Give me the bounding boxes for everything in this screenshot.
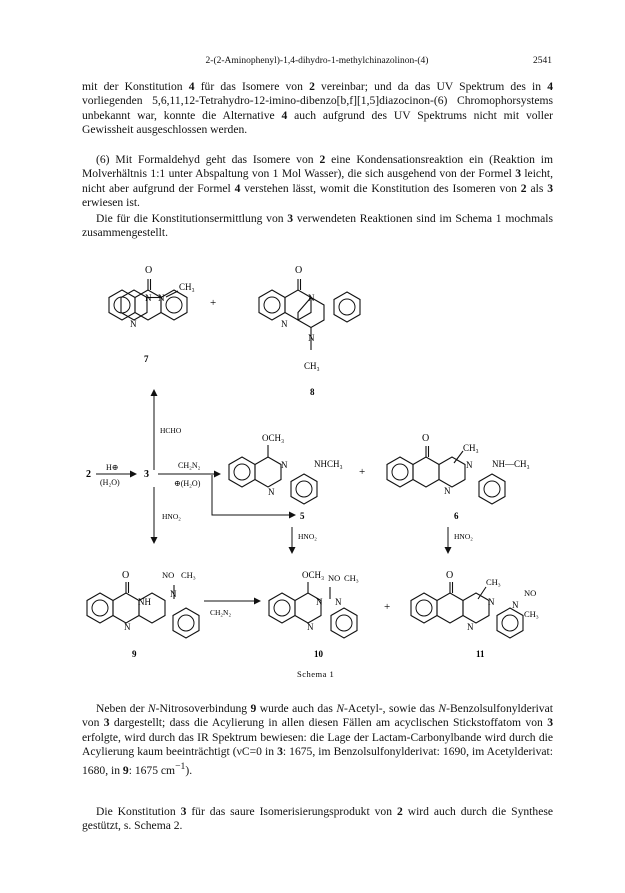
- atom-label: NHCH₃: [314, 459, 343, 469]
- running-header: [82, 56, 552, 70]
- atom-label: CH₃: [304, 361, 320, 371]
- compound-label: 6: [454, 511, 459, 521]
- atom-label: NO: [328, 573, 341, 583]
- compound-11: [411, 570, 539, 659]
- atom-label: CH₃: [524, 609, 539, 619]
- atom-label: NH—CH₃: [492, 459, 530, 469]
- compound-5: [229, 433, 365, 553]
- reagent-label: CH₂N₂: [178, 461, 201, 470]
- atom-label: O: [295, 265, 303, 276]
- compound-label: 5: [300, 511, 305, 521]
- reagent-label: ⊕(H₂O): [174, 479, 201, 488]
- reagent-hcho: HCHO: [160, 426, 182, 435]
- atom-label: O: [145, 265, 153, 276]
- compound-label: 11: [476, 649, 485, 659]
- paragraph-4: Neben der N-Nitrosoverbindung 9 wurde auch das N-Acetyl-, sowie das N-Benzolsulfonylderivat von 3 dargestellt; dass die Acylierung in allen diesen Fällen am acyclischen Stickstoffatom von 3 erfolgte, wird durch das IR Spektrum bewiesen: die Lage der Lactam-Carbonylbande wird durch die Acylierung kaum beeinträchtigt (νC=0 in 3: 1675, im Benzolsulfonylderivat: 1690, im Acetylderivat: 1680, in 9: 1675 $cm^{-1}$).: [82, 702, 553, 777]
- atom-label: N: [170, 589, 177, 599]
- atom-label: N: [158, 293, 165, 303]
- reagent-label: HNO₂: [454, 532, 473, 541]
- running-title: 2-(2-Aminophenyl)-1,4-dihydro-1-methylchinazolinon-(4): [205, 56, 429, 66]
- compound-label: 8: [310, 387, 315, 397]
- compound-6: [387, 433, 530, 553]
- atom-label: NO: [524, 588, 537, 598]
- atom-label: N: [467, 622, 474, 632]
- compound-10: [269, 570, 390, 659]
- atom-label: CH₃: [463, 443, 479, 453]
- paragraph-1: mit der Konstitution 4 für das Isomere von 2 vereinbar; und da das UV Spektrum des in 4 vorliegenden 5,6,11,12-Tetrahydro-12-imino-dibenzo[b,f][1,5]diazocinon-(6) Chromophorsystems unbekannt war, konnte die Alternative 4 auch aufgrund des UV Spektrums nicht mit voller Gewissheit ausgeschlossen werden.: [82, 80, 553, 137]
- atom-label: NO: [162, 570, 175, 580]
- atom-label: N: [268, 487, 275, 497]
- page-number: 2541: [533, 56, 552, 66]
- compound-8: [259, 265, 360, 397]
- atom-label: O: [422, 433, 430, 444]
- atom-label: N: [512, 600, 519, 610]
- plus-sign: +: [210, 297, 217, 309]
- atom-label: N: [145, 293, 152, 303]
- reagent-label: CH₂N₂: [210, 608, 232, 617]
- compound-label: 10: [314, 649, 323, 659]
- atom-label: N: [307, 622, 314, 632]
- atom-label: N: [335, 597, 342, 607]
- atom-label: O: [122, 570, 130, 581]
- compound-7: [109, 265, 216, 364]
- atom-label: O: [446, 570, 454, 581]
- plus-sign: +: [359, 466, 366, 478]
- atom-label: N: [316, 597, 323, 607]
- reagent-label: (H₂O): [100, 478, 120, 487]
- scheme-caption: Schema 1: [297, 669, 335, 679]
- atom-label: N: [281, 460, 288, 470]
- plus-sign: +: [384, 601, 391, 613]
- atom-label: N: [444, 486, 451, 496]
- reagent-label: HNO₂: [162, 512, 181, 521]
- reaction-scheme: [82, 265, 553, 690]
- atom-label: NH: [138, 597, 151, 607]
- compound-label: 7: [144, 354, 149, 364]
- paragraph-2: (6) Mit Formaldehyd geht das Isomere von 2 eine Kondensationsreaktion ein (Reaktion im Molverhältnis 1:1 unter Abspaltung von 1 Mol Wasser), die sich ausgehend von der Formel 3 leicht, nicht aber aufgrund der Formel 4 verstehen lässt, womit die Konstitution des Isomeren von 2 als 3 erwiesen ist.: [82, 153, 553, 210]
- compound-label: 9: [132, 649, 137, 659]
- compound-9: [87, 570, 199, 659]
- atom-label: N: [281, 319, 288, 329]
- atom-label: CH₃: [486, 577, 501, 587]
- atom-label: N: [308, 333, 315, 343]
- atom-label: CH₃: [344, 573, 359, 583]
- atom-label: CH₃: [181, 570, 196, 580]
- atom-label: OCH₃: [262, 433, 285, 443]
- atom-label: N: [488, 597, 495, 607]
- paragraph-3: Die für die Konstitutionsermittlung von 3 verwendeten Reaktionen sind im Schema 1 mochmals zusammengestellt.: [82, 212, 553, 240]
- atom-label: N: [308, 293, 315, 303]
- atom-label: N: [466, 460, 473, 470]
- compound-label: 2: [86, 469, 91, 480]
- reagent-label: HNO₂: [298, 532, 317, 541]
- compound-label: 3: [144, 469, 149, 480]
- atom-label: CH₃: [179, 282, 195, 292]
- paragraph-5: Die Konstitution 3 für das saure Isomerisierungsprodukt von 2 wird auch durch die Synthese gestützt, s. Schema 2.: [82, 805, 554, 833]
- atom-label: OCH₃: [302, 570, 325, 580]
- atom-label: N: [130, 319, 137, 329]
- reagent-label: H⊕: [106, 463, 119, 472]
- reaction-2-to-3: [86, 461, 295, 515]
- atom-label: N: [124, 622, 131, 632]
